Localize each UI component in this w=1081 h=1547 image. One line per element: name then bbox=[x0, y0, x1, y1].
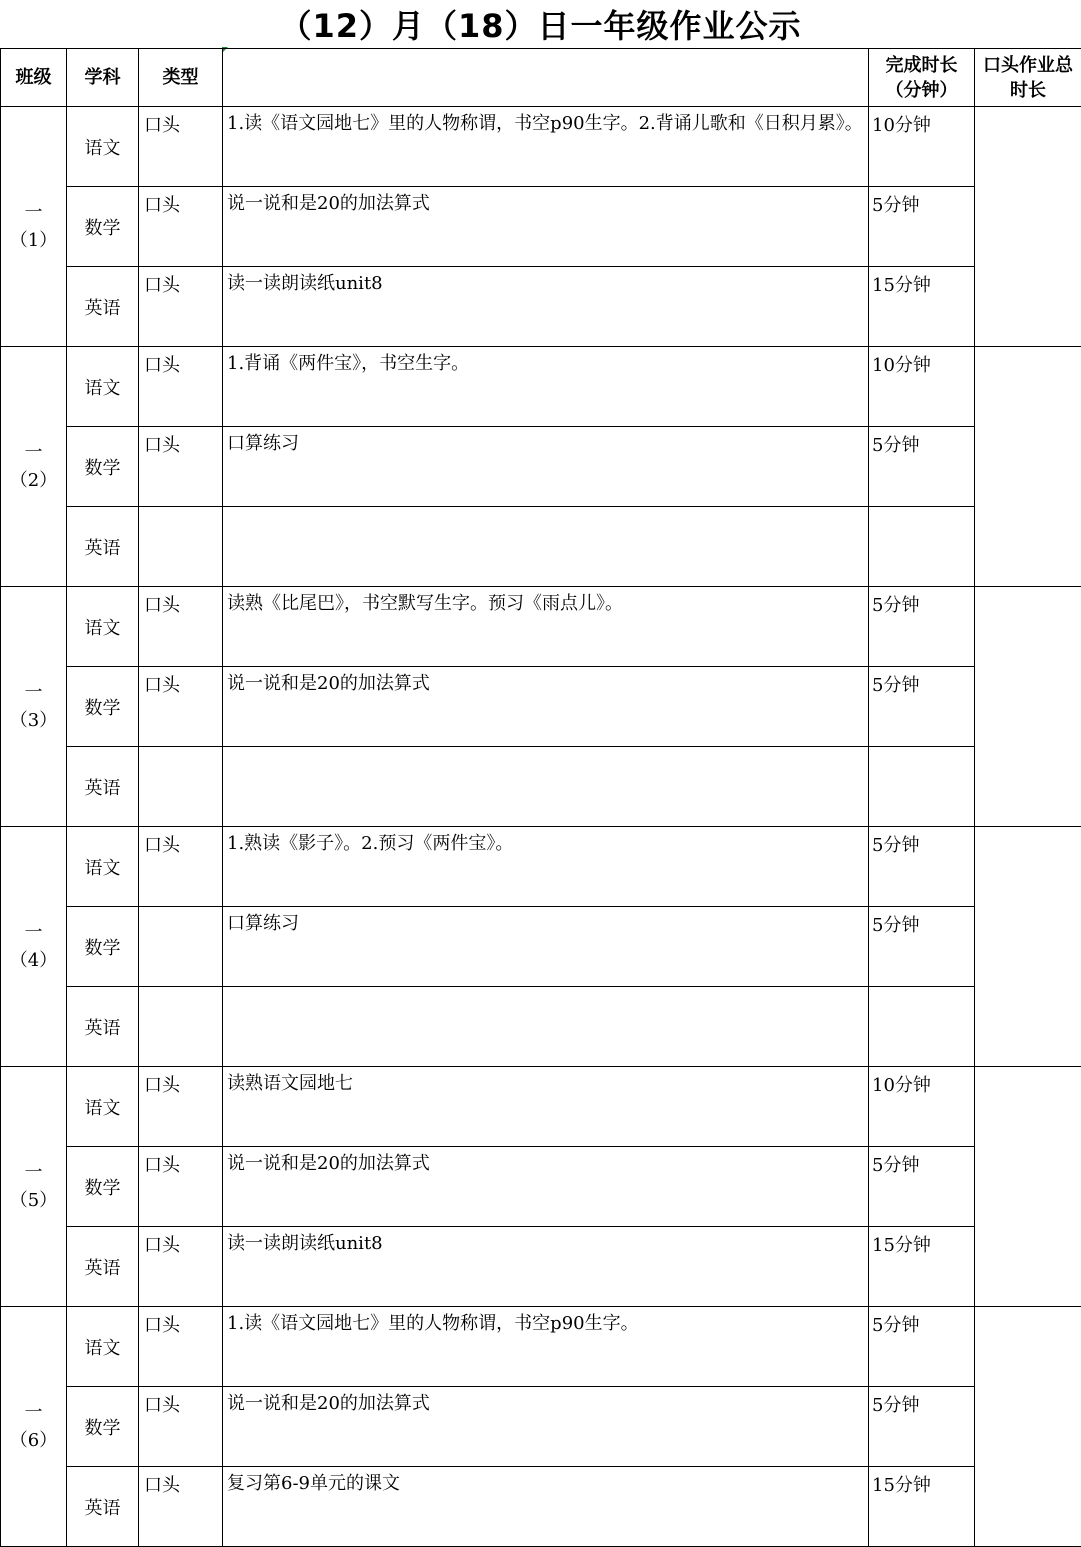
duration-cell: 5分钟 bbox=[869, 1307, 975, 1387]
content-cell: 1.背诵《两件宝》，书空生字。 bbox=[223, 347, 869, 427]
subject-cell: 英语 bbox=[67, 1227, 139, 1307]
subject-cell: 数学 bbox=[67, 1387, 139, 1467]
total-cell bbox=[975, 587, 1081, 827]
duration-cell: 5分钟 bbox=[869, 427, 975, 507]
table-row bbox=[1, 347, 1081, 427]
subject-cell: 语文 bbox=[67, 1307, 139, 1387]
content-cell: 读一读朗读纸unit8 bbox=[223, 1227, 869, 1307]
table-body bbox=[1, 107, 1081, 1547]
type-cell: 口头 bbox=[139, 1067, 223, 1147]
subject-cell: 语文 bbox=[67, 347, 139, 427]
class-grade: 一 bbox=[1, 679, 66, 707]
duration-cell bbox=[869, 507, 975, 587]
class-grade: 一 bbox=[1, 199, 66, 227]
content-cell: 1.读《语文园地七》里的人物称谓，书空p90生字。2.背诵儿歌和《日积月累》。 bbox=[223, 107, 869, 187]
duration-cell: 10分钟 bbox=[869, 1067, 975, 1147]
table-row bbox=[1, 1147, 1081, 1227]
type-cell: 口头 bbox=[139, 1387, 223, 1467]
table-row bbox=[1, 987, 1081, 1067]
class-number: （2） bbox=[1, 467, 66, 495]
homework-table bbox=[0, 48, 1081, 1547]
subject-cell: 数学 bbox=[67, 907, 139, 987]
duration-cell: 15分钟 bbox=[869, 1467, 975, 1547]
table-row bbox=[1, 1067, 1081, 1147]
table-row bbox=[1, 827, 1081, 907]
class-grade: 一 bbox=[1, 1159, 66, 1187]
subject-cell: 语文 bbox=[67, 107, 139, 187]
content-cell bbox=[223, 747, 869, 827]
table-row bbox=[1, 107, 1081, 187]
type-cell bbox=[139, 987, 223, 1067]
table-row bbox=[1, 1387, 1081, 1467]
table-row bbox=[1, 587, 1081, 667]
subject-cell: 英语 bbox=[67, 1467, 139, 1547]
header-type: 类型 bbox=[139, 49, 223, 107]
class-cell bbox=[1, 107, 67, 347]
class-number: （3） bbox=[1, 707, 66, 735]
table-row bbox=[1, 1307, 1081, 1387]
class-cell bbox=[1, 1307, 67, 1547]
type-cell: 口头 bbox=[139, 267, 223, 347]
duration-cell bbox=[869, 987, 975, 1067]
type-cell bbox=[139, 507, 223, 587]
duration-cell: 5分钟 bbox=[869, 1147, 975, 1227]
type-cell: 口头 bbox=[139, 187, 223, 267]
class-cell bbox=[1, 587, 67, 827]
subject-cell: 数学 bbox=[67, 427, 139, 507]
duration-cell: 10分钟 bbox=[869, 347, 975, 427]
subject-cell: 数学 bbox=[67, 667, 139, 747]
type-cell: 口头 bbox=[139, 427, 223, 507]
table-row bbox=[1, 507, 1081, 587]
table-row bbox=[1, 747, 1081, 827]
content-cell bbox=[223, 507, 869, 587]
type-cell: 口头 bbox=[139, 1307, 223, 1387]
table-row bbox=[1, 1227, 1081, 1307]
duration-cell: 5分钟 bbox=[869, 667, 975, 747]
class-number: （6） bbox=[1, 1427, 66, 1455]
content-cell: 1.读《语文园地七》里的人物称谓，书空p90生字。 bbox=[223, 1307, 869, 1387]
table-row bbox=[1, 427, 1081, 507]
type-cell: 口头 bbox=[139, 1147, 223, 1227]
subject-cell: 英语 bbox=[67, 987, 139, 1067]
subject-cell: 英语 bbox=[67, 747, 139, 827]
duration-cell: 5分钟 bbox=[869, 827, 975, 907]
class-number: （5） bbox=[1, 1187, 66, 1215]
duration-cell: 5分钟 bbox=[869, 187, 975, 267]
content-cell: 读一读朗读纸unit8 bbox=[223, 267, 869, 347]
content-cell: 读熟《比尾巴》，书空默写生字。预习《雨点儿》。 bbox=[223, 587, 869, 667]
content-cell: 复习第6-9单元的课文 bbox=[223, 1467, 869, 1547]
subject-cell: 语文 bbox=[67, 827, 139, 907]
class-grade: 一 bbox=[1, 919, 66, 947]
table-row bbox=[1, 267, 1081, 347]
content-cell: 说一说和是20的加法算式 bbox=[223, 1147, 869, 1227]
type-cell: 口头 bbox=[139, 667, 223, 747]
header-content bbox=[223, 49, 869, 107]
subject-cell: 数学 bbox=[67, 187, 139, 267]
total-cell bbox=[975, 347, 1081, 587]
total-cell bbox=[975, 827, 1081, 1067]
type-cell: 口头 bbox=[139, 587, 223, 667]
header-subject: 学科 bbox=[67, 49, 139, 107]
type-cell: 口头 bbox=[139, 347, 223, 427]
table-row bbox=[1, 1467, 1081, 1547]
table-row bbox=[1, 907, 1081, 987]
duration-cell: 15分钟 bbox=[869, 267, 975, 347]
duration-cell: 10分钟 bbox=[869, 107, 975, 187]
total-cell bbox=[975, 107, 1081, 347]
type-cell bbox=[139, 907, 223, 987]
content-cell: 说一说和是20的加法算式 bbox=[223, 667, 869, 747]
content-cell: 口算练习 bbox=[223, 427, 869, 507]
type-cell: 口头 bbox=[139, 107, 223, 187]
subject-cell: 语文 bbox=[67, 587, 139, 667]
header-class: 班级 bbox=[1, 49, 67, 107]
duration-cell: 15分钟 bbox=[869, 1227, 975, 1307]
duration-cell: 5分钟 bbox=[869, 587, 975, 667]
duration-cell bbox=[869, 747, 975, 827]
total-cell bbox=[975, 1307, 1081, 1547]
subject-cell: 英语 bbox=[67, 267, 139, 347]
class-number: （1） bbox=[1, 227, 66, 255]
content-cell: 说一说和是20的加法算式 bbox=[223, 1387, 869, 1467]
header-duration: 完成时长（分钟） bbox=[869, 49, 975, 107]
class-number: （4） bbox=[1, 947, 66, 975]
type-cell: 口头 bbox=[139, 1227, 223, 1307]
class-cell bbox=[1, 1067, 67, 1307]
type-cell: 口头 bbox=[139, 1467, 223, 1547]
type-cell bbox=[139, 747, 223, 827]
content-cell: 读熟语文园地七 bbox=[223, 1067, 869, 1147]
duration-cell: 5分钟 bbox=[869, 907, 975, 987]
content-cell: 说一说和是20的加法算式 bbox=[223, 187, 869, 267]
total-cell bbox=[975, 1067, 1081, 1307]
content-cell: 口算练习 bbox=[223, 907, 869, 987]
page-title: （12）月（18）日一年级作业公示 bbox=[0, 0, 1081, 48]
duration-cell: 5分钟 bbox=[869, 1387, 975, 1467]
subject-cell: 语文 bbox=[67, 1067, 139, 1147]
subject-cell: 数学 bbox=[67, 1147, 139, 1227]
header-row bbox=[1, 49, 1081, 107]
class-cell bbox=[1, 827, 67, 1067]
header-total: 口头作业总时长 bbox=[975, 49, 1081, 107]
subject-cell: 英语 bbox=[67, 507, 139, 587]
table-row bbox=[1, 667, 1081, 747]
class-cell bbox=[1, 347, 67, 587]
class-grade: 一 bbox=[1, 439, 66, 467]
class-grade: 一 bbox=[1, 1399, 66, 1427]
table-row bbox=[1, 187, 1081, 267]
content-cell: 1.熟读《影子》。2.预习《两件宝》。 bbox=[223, 827, 869, 907]
content-cell bbox=[223, 987, 869, 1067]
type-cell: 口头 bbox=[139, 827, 223, 907]
